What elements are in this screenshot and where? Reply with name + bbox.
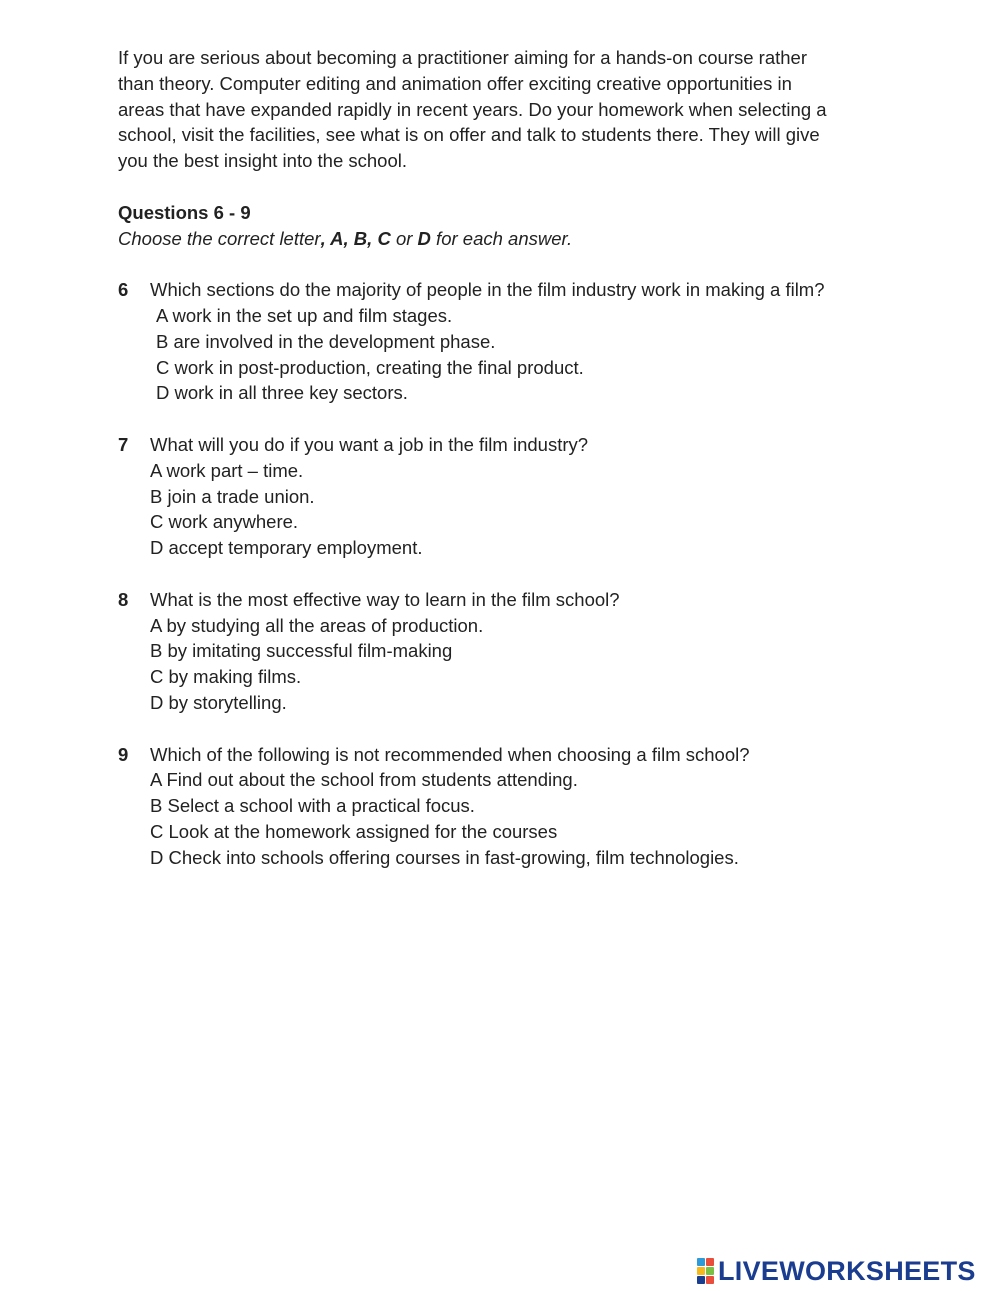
question-9: [118, 742, 898, 871]
option-b: B join a trade union.: [150, 485, 315, 507]
worksheet-page: [118, 45, 898, 871]
section-heading: Questions 6 - 9: [118, 201, 251, 223]
instruction-suffix: for each answer.: [430, 227, 573, 249]
option-a: A work part – time.: [150, 459, 304, 481]
option-d: D Check into schools offering courses in fast-growing, film technologies.: [150, 846, 739, 868]
liveworksheets-logo[interactable]: [697, 1257, 976, 1285]
logo-mark-square: [697, 1276, 705, 1284]
question-text: What will you do if you want a job in the film industry?: [150, 433, 589, 455]
question-text: Which sections do the majority of people in the film industry work in making a film?: [150, 279, 825, 301]
question-text: What is the most effective way to learn in the film school?: [150, 588, 620, 610]
option-b: B are involved in the development phase.: [156, 330, 496, 352]
question-6: [118, 277, 898, 406]
option-d: D by storytelling.: [150, 691, 287, 713]
option-c: C Look at the homework assigned for the courses: [150, 820, 558, 842]
option-b: B Select a school with a practical focus.: [150, 795, 475, 817]
instruction-letters: , A, B, C: [320, 227, 391, 249]
intro-line: school, visit the facilities, see what is on offer and talk to students there. They will give: [118, 124, 820, 146]
option-a: A work in the set up and film stages.: [156, 304, 453, 326]
logo-text: LIVEWORKSHEETS: [718, 1255, 976, 1286]
logo-mark-square: [697, 1267, 705, 1275]
question-number: 9: [118, 743, 129, 765]
option-d: D work in all three key sectors.: [156, 382, 408, 404]
option-c: C by making films.: [150, 666, 302, 688]
section-instruction: [118, 226, 898, 252]
logo-mark-square: [697, 1258, 705, 1266]
question-text: Which of the following is not recommended when choosing a film school?: [150, 743, 750, 765]
option-d: D accept temporary employment.: [150, 537, 423, 559]
intro-line: than theory. Computer editing and animation offer exciting creative opportunities in: [118, 72, 792, 94]
question-number: 6: [118, 279, 129, 301]
question-number: 7: [118, 433, 129, 455]
intro-line: If you are serious about becoming a practitioner aiming for a hands-on course rather: [118, 47, 807, 68]
intro-line: areas that have expanded rapidly in recent years. Do your homework when selecting a: [118, 98, 827, 120]
logo-mark-square: [706, 1267, 714, 1275]
logo-mark-square: [706, 1258, 714, 1266]
option-b: B by imitating successful film-making: [150, 640, 453, 662]
option-a: A by studying all the areas of production.: [150, 614, 484, 636]
option-c: C work in post-production, creating the final product.: [156, 356, 584, 378]
option-c: C work anywhere.: [150, 511, 299, 533]
question-8: [118, 587, 898, 716]
question-number: 8: [118, 588, 129, 610]
option-a: A Find out about the school from students attending.: [150, 769, 578, 791]
intro-line: you the best insight into the school.: [118, 150, 407, 172]
instruction-prefix: Choose the correct letter: [118, 227, 321, 249]
question-7: [118, 432, 898, 561]
logo-mark-icon: [697, 1258, 714, 1284]
instruction-or: or: [390, 227, 418, 249]
logo-mark-square: [706, 1276, 714, 1284]
instruction-d: D: [417, 227, 431, 249]
intro-paragraph: [118, 45, 898, 174]
